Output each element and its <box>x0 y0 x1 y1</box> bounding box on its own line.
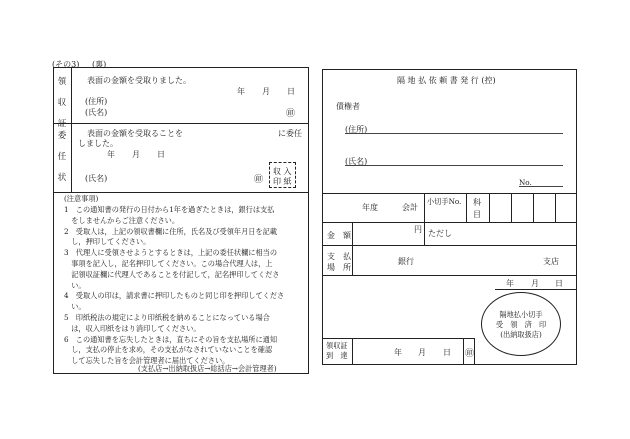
receipt-label: 領 収 証 <box>57 77 67 129</box>
left-label-divider <box>71 67 72 192</box>
arrival-month: 月 <box>418 348 426 357</box>
page-label: (その3) <box>52 60 80 69</box>
row1-divider-5 <box>533 193 534 222</box>
arrival-label: 領収証 到 達 <box>326 341 348 360</box>
row1-divider-3 <box>489 193 490 222</box>
arrival-label-divider <box>352 338 353 365</box>
delegation-suffix: に委任 <box>278 129 302 138</box>
delegation-day: 日 <box>157 150 165 159</box>
right-year: 年 <box>506 279 514 288</box>
date-underline <box>495 289 577 290</box>
number-underline <box>519 186 563 187</box>
row1-divider-1 <box>424 193 425 222</box>
creditor-label: 債権者 <box>336 102 360 111</box>
receipt-address-label: (住所) <box>85 97 108 106</box>
delegation-label: 委 任 状 <box>57 131 67 183</box>
row1-divider-2 <box>466 193 467 222</box>
right-name-label: (氏名) <box>345 157 368 166</box>
notes-divider <box>53 192 309 193</box>
row1-divider-6 <box>555 193 556 222</box>
right-month: 月 <box>531 279 539 288</box>
note-line: 6 この通知書を忘失したときは，直ちにその旨を支払場所に通知 <box>64 334 278 344</box>
delegation-seal-mark: ㊞ <box>254 175 264 185</box>
route-text: (支払店→出納取扱店→総括店→会計管理者) <box>138 364 277 373</box>
note-line: して忘失した旨を会計管理者に届出てください。 <box>64 356 230 366</box>
receipt-name-label: (氏名) <box>85 108 108 117</box>
delegation-name-label: (氏名) <box>85 174 108 183</box>
side-label: (裏) <box>92 60 107 69</box>
notes-list <box>64 205 304 367</box>
amount-label: 金 額 <box>327 231 351 240</box>
number-label: No. <box>519 178 532 187</box>
delegation-statement-2: しました。 <box>78 139 118 148</box>
payment-place-label: 支 払 場 所 <box>327 252 351 272</box>
arrival-seal-divider <box>463 338 464 365</box>
receipt-statement: 表面の金額を受取りました。 <box>87 76 191 85</box>
note-line: 4 受取人の印は，請求書に押印したものと同じ印を押印してくださ <box>64 291 285 301</box>
receipt-delegation-divider <box>53 123 309 124</box>
seal-text-3: (出納取扱店) <box>500 330 542 339</box>
address-underline <box>345 133 563 134</box>
note-line: 5 印紙税法の規定により印紙税を納めることになっている場合 <box>64 312 270 322</box>
grid-line-4 <box>322 275 577 276</box>
check-no-label: 小切手No. <box>427 197 462 206</box>
receipt-day: 日 <box>287 87 295 96</box>
note-line: し，支払の停止を求め，その支払がなされていないことを確認 <box>64 345 273 355</box>
amount-label-divider <box>352 222 353 275</box>
delegation-statement: 表面の金額を受取ることを <box>87 129 183 138</box>
amount-proviso-divider <box>424 222 425 245</box>
delegation-year: 年 <box>107 150 115 159</box>
note-line: 2 受取人は，上記の領収書欄に住所，氏名及び受領年月日を記載 <box>64 226 278 236</box>
note-line: 記領収証欄に代理人であることを付記して，記名押印してくださ <box>64 269 280 279</box>
fiscal-year-label: 年度 <box>362 203 378 212</box>
grid-line-3 <box>322 245 577 246</box>
revenue-stamp-box <box>269 162 296 188</box>
note-line: をしませんからご注意ください。 <box>64 215 180 225</box>
bank-label: 銀行 <box>398 257 414 266</box>
revenue-stamp-text-2: 印 紙 <box>273 177 292 186</box>
name-underline <box>345 165 563 166</box>
right-day: 日 <box>555 279 563 288</box>
arrival-seal-mark: ㊞ <box>465 349 475 359</box>
receipt-month: 月 <box>262 87 270 96</box>
note-line: は，収入印紙をはり消印してください。 <box>64 323 201 333</box>
grid-line-2 <box>322 222 577 223</box>
proviso-label: ただし <box>428 229 452 238</box>
note-line: い。 <box>64 280 86 290</box>
note-line: い。 <box>64 302 86 312</box>
subject-label: 科 目 <box>473 198 489 219</box>
right-address-label: (住所) <box>345 125 368 134</box>
note-line: 事項を記入し，記名押印してください。この場合代理人は，上 <box>64 258 273 268</box>
grid-line-1 <box>322 193 577 194</box>
notes-title: (注意事項) <box>64 194 99 203</box>
account-label: 会計 <box>402 203 418 212</box>
arrival-year: 年 <box>394 348 402 357</box>
note-line: 3 代理人に受領させようとするときは，上記の委任状欄に相当の <box>64 248 278 258</box>
revenue-stamp-text-1: 収 入 <box>273 167 292 176</box>
row1-divider-4 <box>511 193 512 222</box>
branch-label: 支店 <box>543 257 559 266</box>
arrival-day: 日 <box>443 348 451 357</box>
seal-text-2: 受 領 済 印 <box>495 320 547 329</box>
delegation-month: 月 <box>132 150 140 159</box>
seal-text-1: 隔地払小切手 <box>499 310 543 319</box>
receipt-seal-mark: ㊞ <box>286 109 296 119</box>
note-line: 1 この通知書の発行の日付から1年を過ぎたときは，銀行は支払 <box>64 205 275 214</box>
receipt-year: 年 <box>237 87 245 96</box>
note-line: し，押印してください。 <box>64 237 151 247</box>
right-title: 隔 地 払 依 頼 書 発 行 (控) <box>397 76 496 85</box>
yen-label: 円 <box>414 225 422 234</box>
